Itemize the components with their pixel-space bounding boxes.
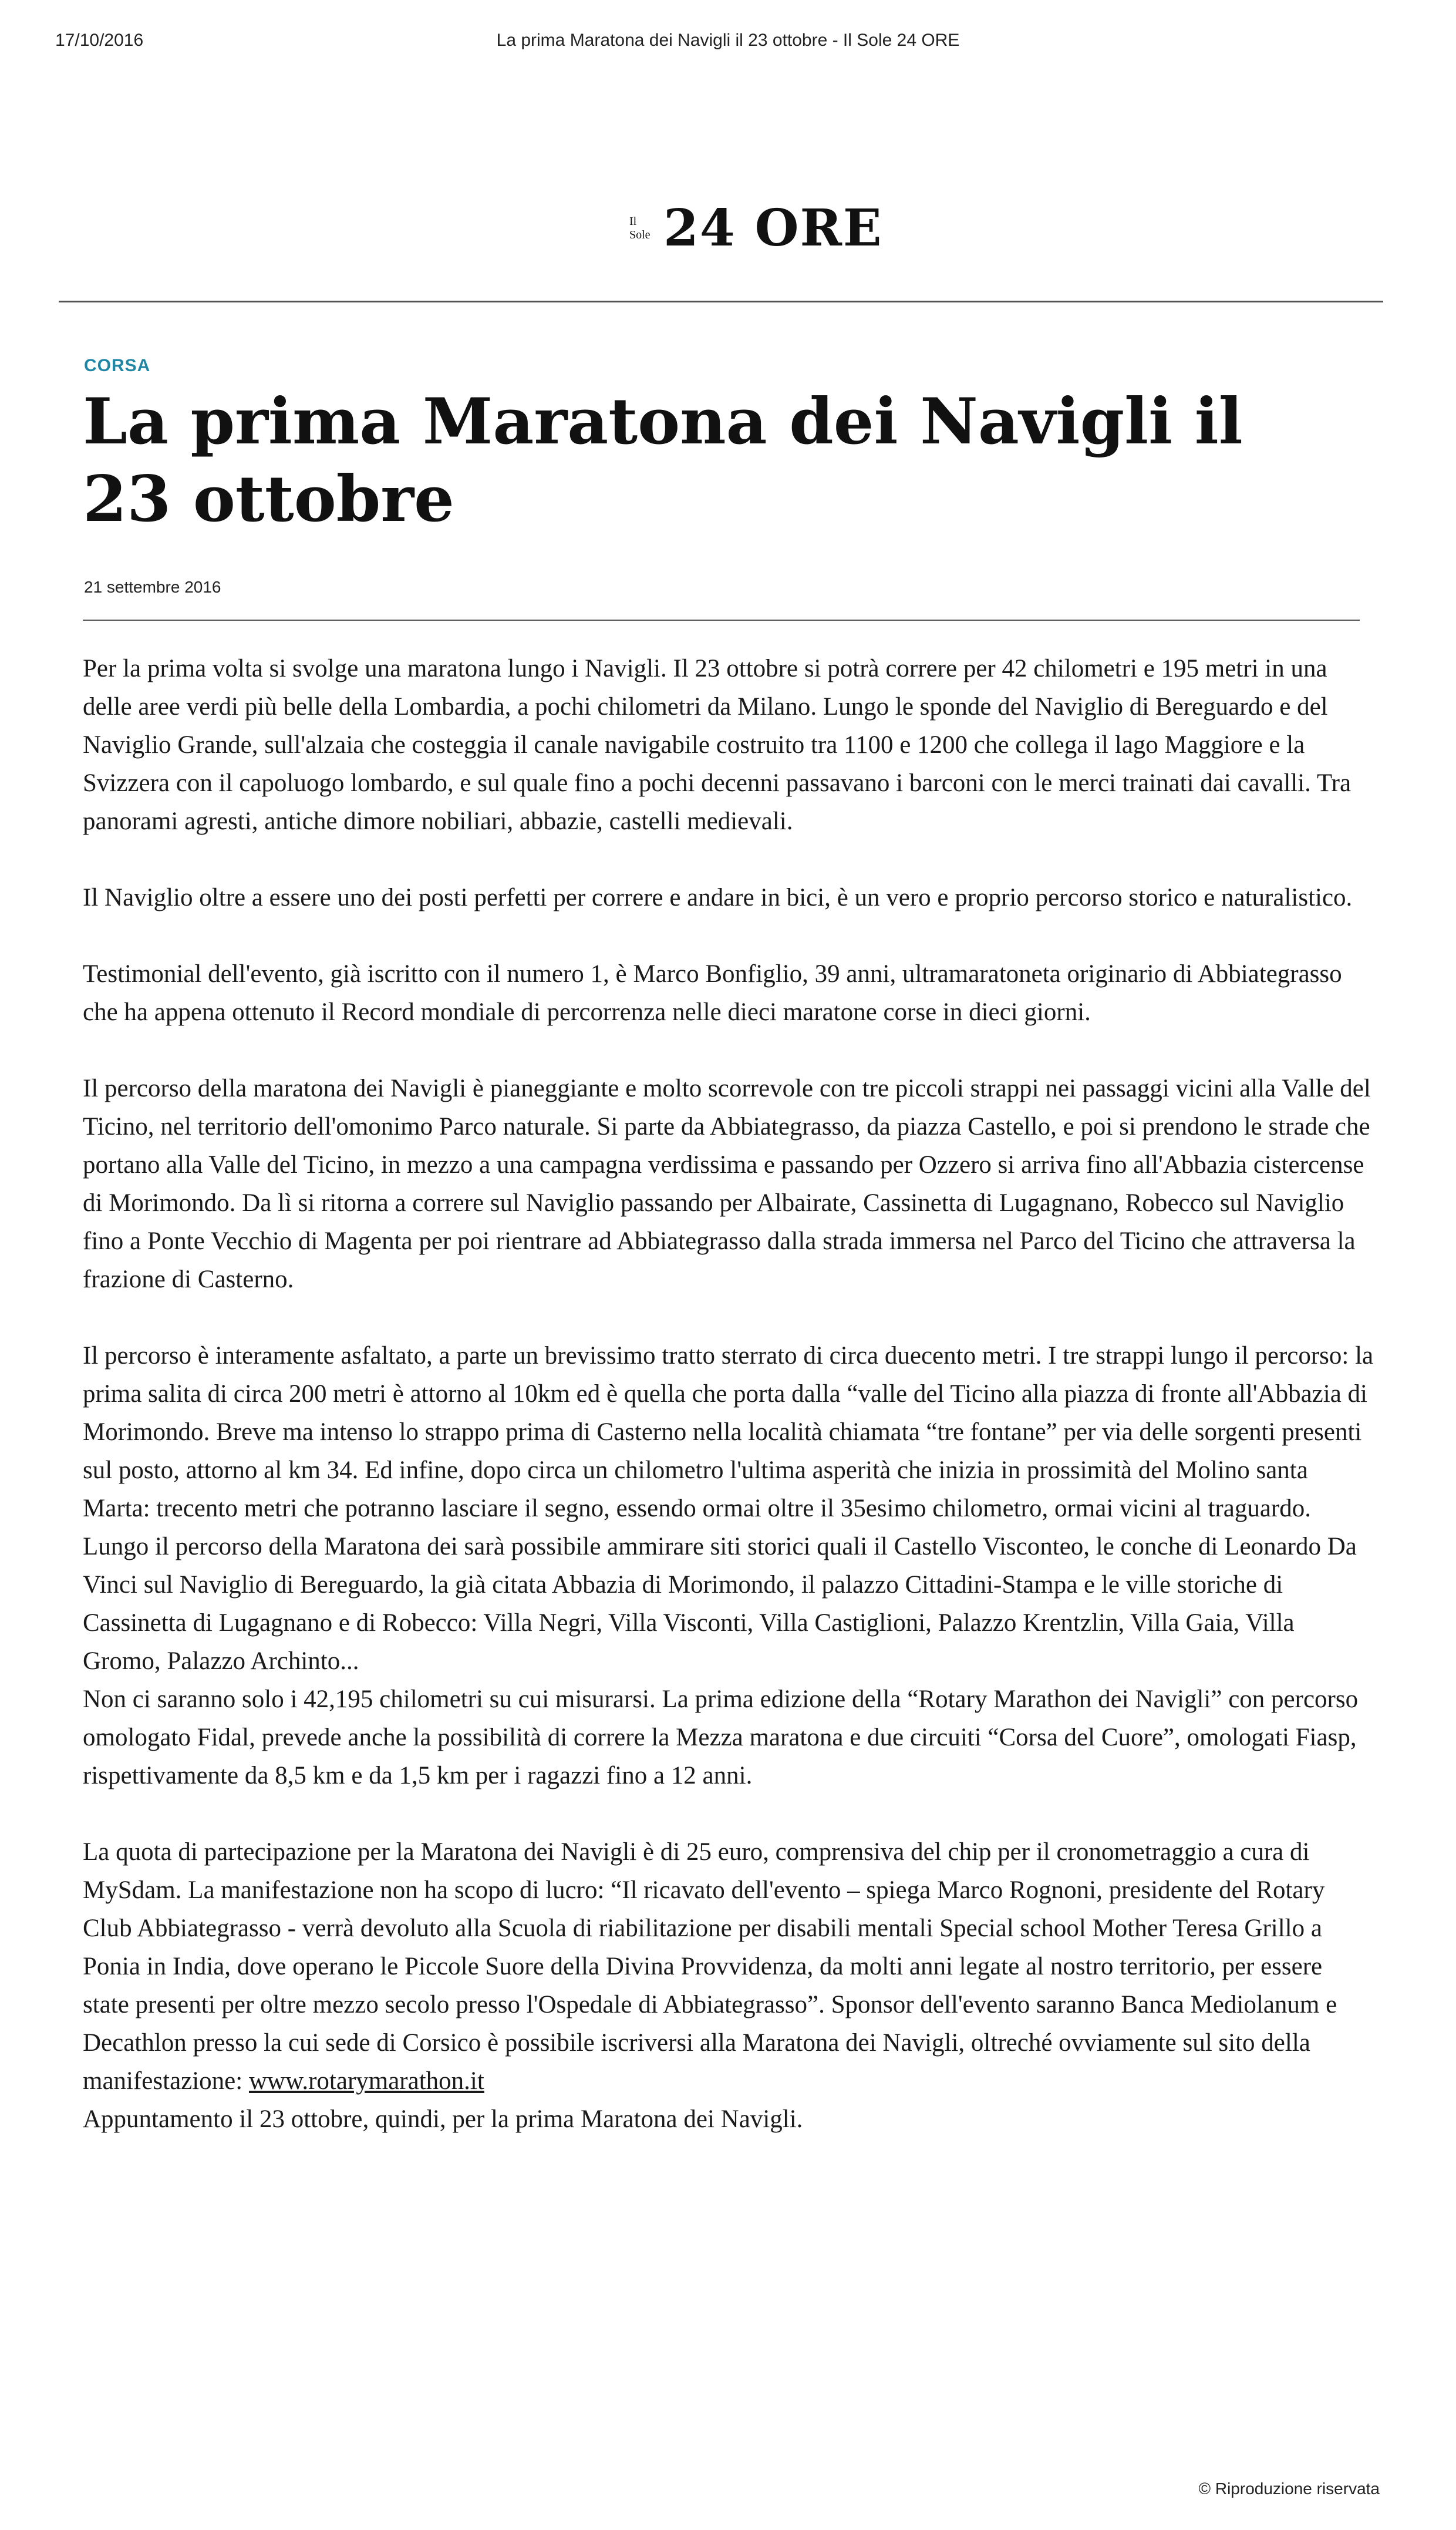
section-label[interactable]: CORSA xyxy=(84,356,151,375)
paragraph-4: Il percorso della maratona dei Navigli è pianeggiante e molto scorrevole con tre piccoli strappi nei passaggi vicini alla Valle del Ticino, nel territorio dell'omonimo Parco naturale. Si parte da Abbiategrasso, da piazza Castello, e poi si prendono le strade che portano alla Valle del Ticino, in mezzo a una campagna verdissima e passando per Ozzero si arriva fino all'Abbazia cistercense di Morimondo. Da lì si ritorna a correre sul Naviglio passando per Albairate, Cassinetta di Lugagnano, Robecco sul Naviglio fino a Ponte Vecchio di Magenta per poi rientrare ad Abbiategrasso dalla strada immersa nel Parco del Ticino che attraversa la frazione di Casterno. xyxy=(83,1075,1371,1293)
article-body xyxy=(83,650,1374,2138)
logo-big-text: 24 ORE xyxy=(663,199,883,258)
logo-small-text: Il Sole xyxy=(629,215,651,241)
paragraph-8-text: La quota di partecipazione per la Maratona dei Navigli è di 25 euro, comprensiva del chip per il cronometraggio a cura di MySdam. La manifestazione non ha scopo di lucro: “Il ricavato dell'evento – spiega Marco Rognoni, presidente del Rotary Club Abbiategrasso - verrà devoluto alla Scuola di riabilitazione per disabili mentali Special school Mother Teresa Grillo a Ponia in India, dove operano le Piccole Suore della Divina Provvidenza, da molti anni legate al nostro territorio, per essere state presenti per oltre mezzo secolo presso l'Ospedale di Abbiategrasso”. Sponsor dell'evento saranno Banca Mediolanum e Decathlon presso la cui sede di Corsico è possibile iscriversi alla Maratona dei Navigli, oltreché ovviamente sul sito della manifestazione: xyxy=(83,1838,1337,2095)
rotary-marathon-link[interactable]: www.rotarymarathon.it xyxy=(248,2067,484,2095)
article-date: 21 settembre 2016 xyxy=(84,578,221,596)
paragraph-2: Il Naviglio oltre a essere uno dei posti perfetti per correre e andare in bici, è un vero e proprio percorso storico e naturalistico. xyxy=(83,884,1353,911)
article-divider xyxy=(83,620,1360,621)
paragraph-8 xyxy=(83,1833,1374,2100)
article-headline: La prima Maratona dei Navigli il 23 ottobre xyxy=(83,385,1243,536)
paragraph-7: Non ci saranno solo i 42,195 chilometri su cui misurarsi. La prima edizione della “Rotary Marathon dei Navigli” con percorso omologato Fidal, prevede anche la possibilità di correre la Mezza maratona e due circuiti “Corsa del Cuore”, omologati Fiasp, rispettivamente da 8,5 km e da 1,5 km per i ragazzi fino a 12 anni. xyxy=(83,1685,1359,1789)
print-date: 17/10/2016 xyxy=(55,31,144,50)
print-page-title: La prima Maratona dei Navigli il 23 ottobre - Il Sole 24 ORE xyxy=(496,31,960,50)
header-divider xyxy=(59,301,1383,302)
copyright-notice: © Riproduzione riservata xyxy=(1198,2479,1380,2498)
paragraph-6: Lungo il percorso della Maratona dei sarà possibile ammirare siti storici quali il Castello Visconteo, le conche di Leonardo Da Vinci sul Naviglio di Bereguardo, la già citata Abbazia di Morimondo, il palazzo Cittadini-Stampa e le ville storiche di Cassinetta di Lugagnano e di Robecco: Villa Negri, Villa Visconti, Villa Castiglioni, Palazzo Krentzlin, Villa Gaia, Villa Gromo, Palazzo Archinto... xyxy=(83,1533,1357,1675)
paragraph-9: Appuntamento il 23 ottobre, quindi, per la prima Maratona dei Navigli. xyxy=(83,2105,803,2133)
paragraph-1: Per la prima volta si svolge una maratona lungo i Navigli. Il 23 ottobre si potrà correre per 42 chilometri e 195 metri in una delle aree verdi più belle della Lombardia, a pochi chilometri da Milano. Lungo le sponde del Naviglio di Bereguardo e del Naviglio Grande, sull'alzaia che costeggia il canale navigabile costruito tra 1100 e 1200 che collega il lago Maggiore e la Svizzera con il capoluogo lombardo, e sul quale fino a pochi decenni passavano i barconi con le merci trainati dai cavalli. Tra panorami agresti, antiche dimore nobiliari, abbazie, castelli medievali. xyxy=(83,655,1351,835)
paragraph-3: Testimonial dell'evento, già iscritto con il numero 1, è Marco Bonfiglio, 39 anni, ultramaratoneta originario di Abbiategrasso che ha appena ottenuto il Record mondiale di percorrenza nelle dieci maratone corse in dieci giorni. xyxy=(83,960,1342,1026)
paragraph-5: Il percorso è interamente asfaltato, a parte un brevissimo tratto sterrato di circa duecento metri. I tre strappi lungo il percorso: la prima salita di circa 200 metri è attorno al 10km ed è quella che porta dalla “valle del Ticino alla piazza di fronte all'Abbazia di Morimondo. Breve ma intenso lo strappo prima di Casterno nella località chiamata “tre fontane” per via delle sorgenti presenti sul posto, attorno al km 34. Ed infine, dopo circa un chilometro l'ultima asperità che inizia in prossimità del Molino santa Marta: trecento metri che potranno lasciare il segno, essendo ormai oltre il 35esimo chilometro, ormai vicini al traguardo. xyxy=(83,1342,1374,1522)
